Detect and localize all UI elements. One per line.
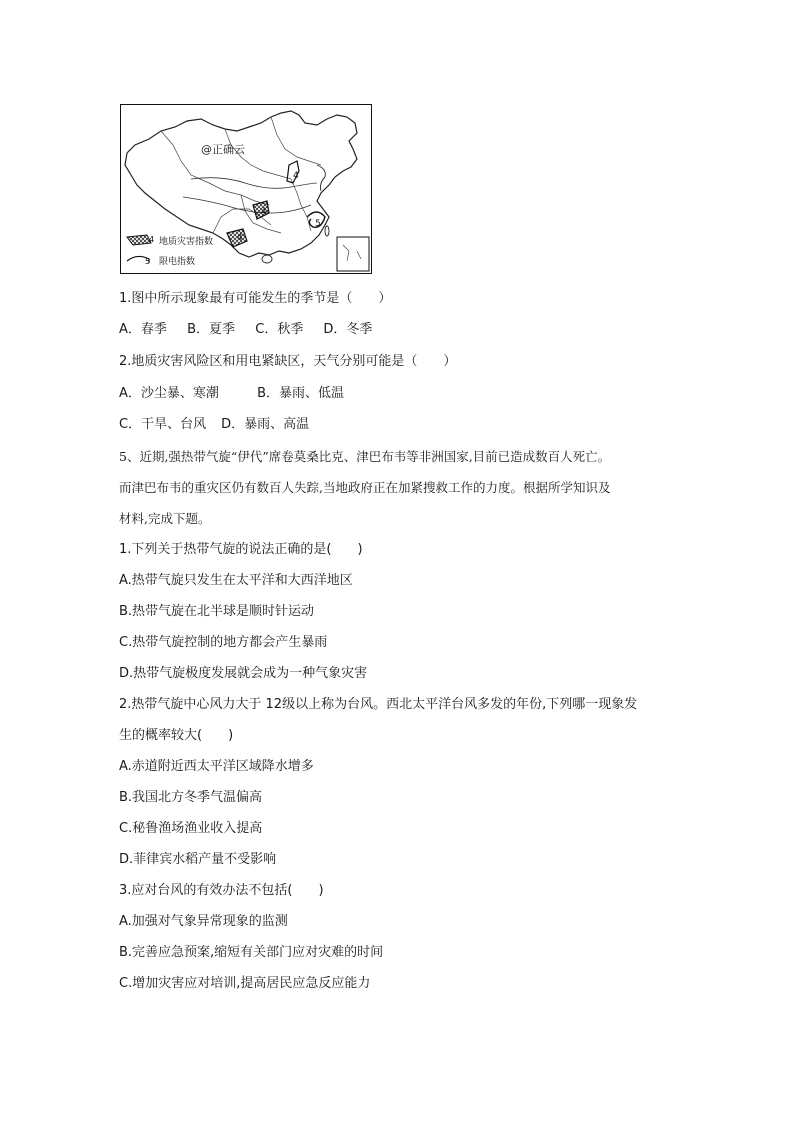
option-d: D.热带气旋极度发展就会成为一种气象灾害 bbox=[119, 666, 368, 681]
option-c: C．干旱、台风 bbox=[119, 417, 207, 432]
question-stem-cont: 生的概率较大( ) bbox=[119, 728, 234, 743]
option-d: D．暴雨、高温 bbox=[221, 417, 310, 432]
china-hazard-map bbox=[120, 104, 372, 274]
legend-power-num: 5 bbox=[145, 257, 151, 266]
region-label-4c: 4 bbox=[237, 233, 243, 243]
option-a: A.热带气旋只发生在太平洋和大西洋地区 bbox=[119, 573, 353, 588]
option-b: B．夏季 bbox=[187, 322, 236, 337]
option-a: A．春季 bbox=[119, 322, 167, 337]
options-row bbox=[119, 416, 309, 434]
option-a: A．沙尘暴、寒潮 bbox=[119, 386, 219, 401]
question-stem: 1.图中所示现象最有可能发生的季节是（ ） bbox=[119, 291, 392, 306]
option-a: A.赤道附近西太平洋区域降水增多 bbox=[119, 759, 314, 774]
option-d: D．冬季 bbox=[323, 322, 373, 337]
option-c: C.秘鲁渔场渔业收入提高 bbox=[119, 821, 263, 836]
option-b: B.热带气旋在北半球是顺时针运动 bbox=[119, 604, 315, 619]
region-label-5: 5 bbox=[315, 219, 321, 229]
region-label-4b: 4 bbox=[261, 207, 267, 217]
option-c: C．秋季 bbox=[255, 322, 304, 337]
region-label-4a: 4 bbox=[293, 171, 299, 181]
question-stem: 2.热带气旋中心风力大于 12级以上称为台风。西北太平洋台风多发的年份,下列哪一现象发 bbox=[119, 697, 638, 712]
options-row bbox=[119, 385, 344, 403]
map-watermark: @正确云 bbox=[201, 143, 245, 156]
legend-geo-label: 地质灾害指数 bbox=[159, 237, 214, 247]
option-b: B.我国北方冬季气温偏高 bbox=[119, 790, 263, 805]
legend-geo-num: 4 bbox=[149, 235, 155, 244]
legend-power-label: 限电指数 bbox=[159, 257, 196, 267]
option-c: C.增加灾害应对培训,提高居民应急反应能力 bbox=[119, 976, 371, 991]
question-stem: 3.应对台风的有效办法不包括( ) bbox=[119, 883, 324, 898]
option-d: D.菲律宾水稻产量不受影响 bbox=[119, 852, 277, 867]
option-b: B.完善应急预案,缩短有关部门应对灾难的时间 bbox=[119, 945, 384, 960]
options-row bbox=[119, 321, 372, 339]
option-c: C.热带气旋控制的地方都会产生暴雨 bbox=[119, 635, 328, 650]
option-b: B．暴雨、低温 bbox=[257, 386, 345, 401]
question-stem: 2.地质灾害风险区和用电紧缺区，天气分别可能是（ ） bbox=[119, 354, 457, 369]
passage-line: 而津巴布韦的重灾区仍有数百人失踪,当地政府正在加紧搜救工作的力度。根据所学知识及 bbox=[119, 480, 611, 495]
passage-line: 材料,完成下题。 bbox=[119, 511, 211, 526]
passage-line: 5、近期,强热带气旋“伊代”席卷莫桑比克、津巴布韦等非洲国家,目前已造成数百人死亡。 bbox=[119, 449, 611, 464]
question-stem: 1.下列关于热带气旋的说法正确的是( ) bbox=[119, 542, 363, 557]
option-a: A.加强对气象异常现象的监测 bbox=[119, 914, 288, 929]
